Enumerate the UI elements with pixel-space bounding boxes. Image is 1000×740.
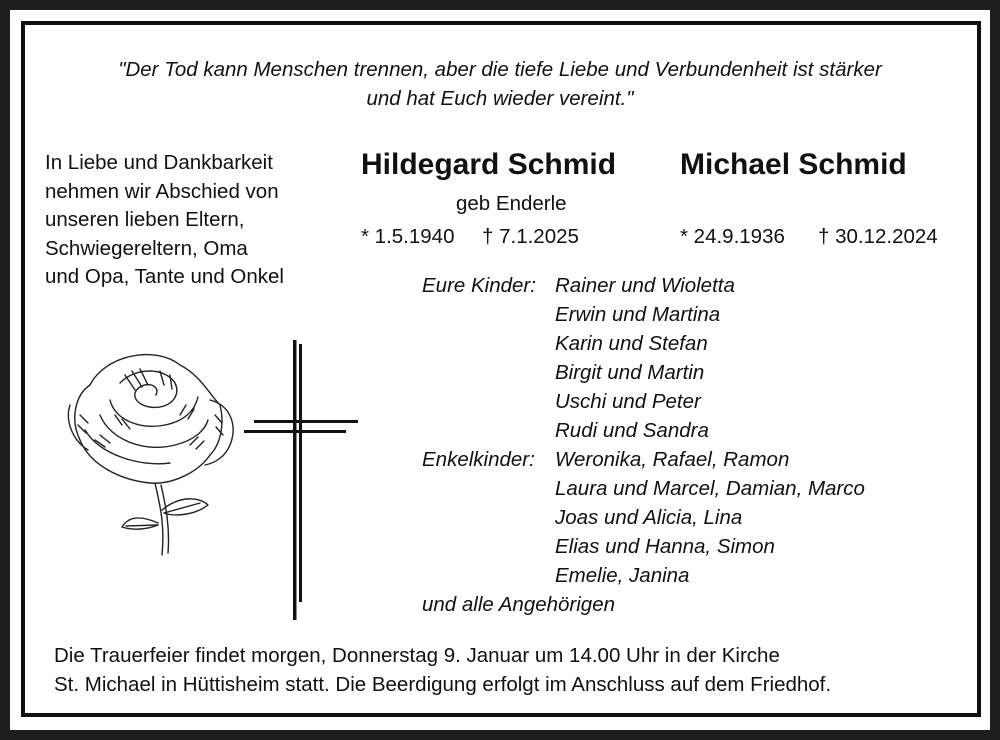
mourner-entry: Weronika, Rafael, Ramon xyxy=(555,448,790,471)
deceased-name-hildegard: Hildegard Schmid xyxy=(361,148,617,181)
quote-line-1: "Der Tod kann Menschen trennen, aber die tiefe Liebe und Verbundenheit ist stärker xyxy=(118,58,882,81)
birth-date: * 24.9.1936 xyxy=(680,225,785,248)
rose-drawing xyxy=(60,345,240,555)
mourner-entry: Rudi und Sandra xyxy=(555,419,709,442)
intro-line: und Opa, Tante und Onkel xyxy=(45,265,284,289)
service-line-2: St. Michael in Hüttisheim statt. Die Beerdigung erfolgt im Anschluss auf dem Friedhof. xyxy=(54,673,832,696)
obituary-notice xyxy=(10,10,990,730)
birth-date: * 1.5.1940 xyxy=(361,225,455,248)
mourner-entry: Uschi und Peter xyxy=(555,390,701,413)
mourner-entry: Karin und Stefan xyxy=(555,332,708,355)
intro-line: nehmen wir Abschied von xyxy=(45,179,279,203)
service-line-1: Die Trauerfeier findet morgen, Donnerstag 9. Januar um 14.00 Uhr in der Kirche xyxy=(54,644,780,667)
deceased-name-michael: Michael Schmid xyxy=(680,148,907,181)
mourner-entry: Erwin und Martina xyxy=(555,303,721,326)
intro-line: unseren lieben Eltern, xyxy=(45,208,245,232)
birth-name: geb Enderle xyxy=(456,192,567,215)
mourner-entry: Rainer und Wioletta xyxy=(555,274,735,297)
mourner-entry: Joas und Alicia, Lina xyxy=(555,506,743,529)
mourner-entry: Laura und Marcel, Damian, Marco xyxy=(555,477,865,500)
intro-text xyxy=(45,149,345,292)
death-date: † 30.12.2024 xyxy=(818,225,938,248)
cross-icon xyxy=(242,340,362,620)
service-announcement xyxy=(54,641,831,699)
grandchildren-label: Enkelkinder: xyxy=(422,448,535,471)
quote-line-2: und hat Euch wieder vereint." xyxy=(366,87,634,110)
death-date: † 7.1.2025 xyxy=(482,225,579,248)
other-relatives: und alle Angehörigen xyxy=(422,593,616,616)
mourner-entry: Elias und Hanna, Simon xyxy=(555,535,775,558)
mourner-entry: Emelie, Janina xyxy=(555,564,690,587)
children-label: Eure Kinder: xyxy=(422,274,536,297)
intro-line: In Liebe und Dankbarkeit xyxy=(45,151,273,174)
intro-line: Schwiegereltern, Oma xyxy=(45,236,248,260)
mourner-entry: Birgit und Martin xyxy=(555,361,705,384)
